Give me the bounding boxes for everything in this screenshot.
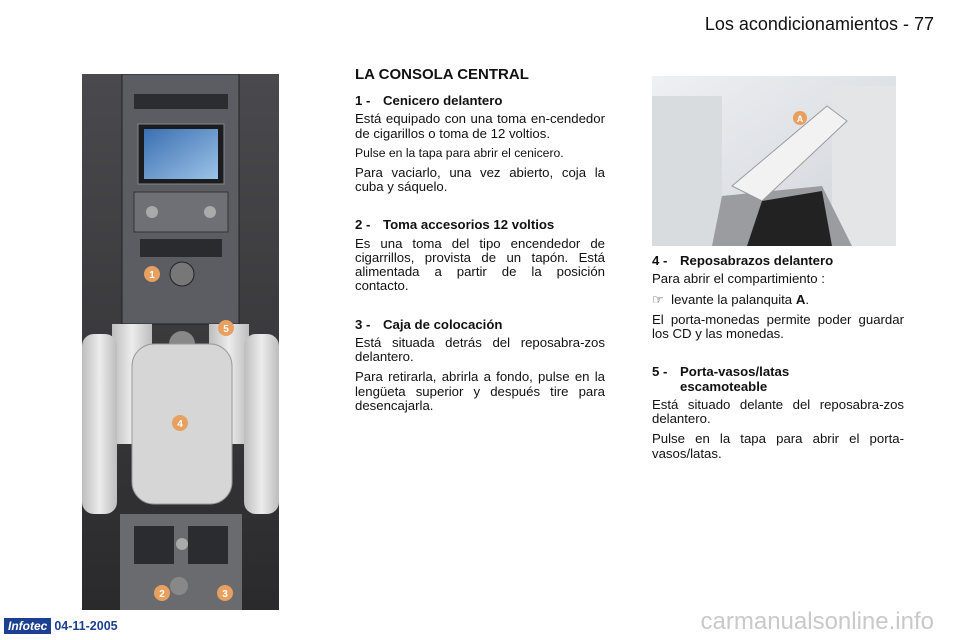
photo-label-a: A bbox=[796, 114, 804, 124]
watermark: carmanualsonline.info bbox=[700, 608, 934, 635]
armrest-photo bbox=[652, 76, 896, 246]
text-column-right bbox=[652, 254, 904, 467]
item-2-text-1: Es una toma del tipo encendedor de cigarrillos, provista de un tapón. Está alimentada a partir de la posición contacto. bbox=[355, 235, 605, 294]
footer-date: 04-11-2005 bbox=[54, 619, 118, 633]
item-1-text-3: Para vaciarlo, una vez abierto, coja la cuba y sáquelo. bbox=[355, 164, 605, 195]
item-3-text-1: Está situada detrás del reposabra-zos delantero. bbox=[355, 334, 605, 365]
item-2-heading: 2 - Toma accesorios 12 voltios bbox=[355, 217, 555, 233]
footer bbox=[4, 618, 118, 634]
photo-label-5: 5 bbox=[223, 324, 229, 335]
item-3-heading: 3 - Caja de colocación bbox=[355, 316, 503, 332]
pointer-icon: ☞ bbox=[652, 291, 672, 307]
item-4-heading: 4 - Reposabrazos delantero bbox=[652, 253, 834, 268]
chapter-header: Los acondicionamientos - 77 bbox=[704, 14, 934, 34]
photo-label-1: 1 bbox=[149, 270, 155, 281]
section-title: LA CONSOLA CENTRAL bbox=[355, 66, 529, 83]
item-4-text-1: Para abrir el compartimiento : bbox=[652, 271, 825, 287]
photo-label-2: 2 bbox=[159, 589, 165, 600]
item-3-text-2: Para retirarla, abrirla a fondo, pulse en la lengüeta superior y después tire para desencajarla. bbox=[355, 369, 605, 413]
item-1-heading: 1 - Cenicero delantero bbox=[355, 93, 503, 108]
item-5-text-1: Está situado delante del reposabra-zos delantero. bbox=[652, 396, 904, 426]
item-1-text-1: Está equipado con una toma en-cendedor de cigarillos o toma de 12 voltios. bbox=[355, 111, 605, 141]
photo-label-3: 3 bbox=[222, 589, 228, 600]
item-5-text-2: Pulse en la tapa para abrir el porta-vasos/latas. bbox=[652, 431, 904, 461]
text-column-middle bbox=[355, 94, 605, 419]
item-4-text-2: El porta-monedas permite poder guardar los CD y las monedas. bbox=[652, 311, 904, 341]
photo-label-4: 4 bbox=[177, 419, 183, 430]
item-1-text-2: Pulse en la tapa para abrir el cenicero. bbox=[355, 145, 564, 160]
item-5-heading: 5 - Porta-vasos/latas escamoteable bbox=[652, 364, 790, 394]
infotec-logo: Infotec bbox=[4, 618, 51, 634]
item-4-bullet: ☞ levante la palanquita A. bbox=[652, 291, 810, 307]
center-console-photo bbox=[82, 74, 279, 610]
